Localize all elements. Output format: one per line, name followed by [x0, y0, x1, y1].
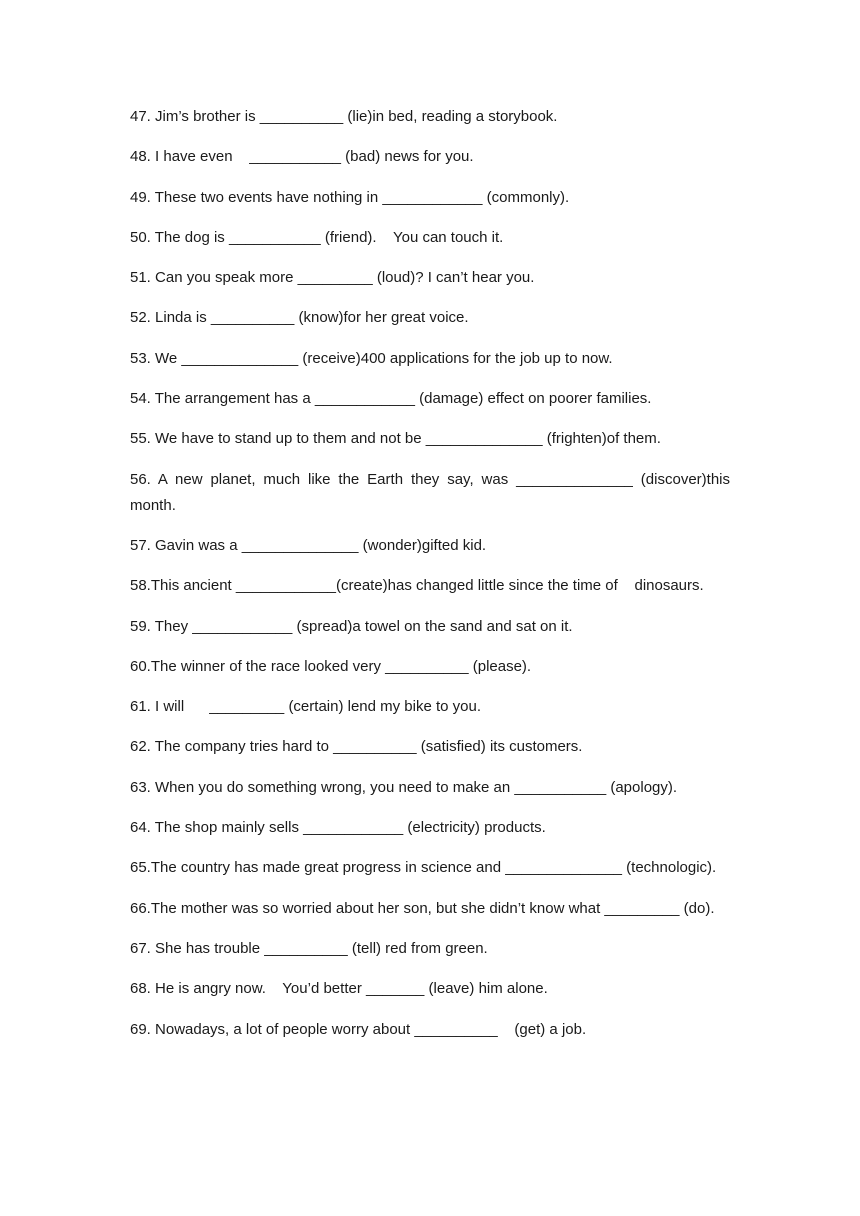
question-57: 57. Gavin was a ______________ (wonder)gifted kid.	[130, 536, 487, 554]
question-53: 53. We ______________ (receive)400 applications for the job up to now.	[130, 349, 613, 367]
question-56: 56. A new planet, much like the Earth they say, was ______________ (discover)this month.	[130, 470, 735, 514]
question-55: 55. We have to stand up to them and not be ______________ (frighten)of them.	[130, 430, 661, 448]
question-61: 61. I will _________ (certain) lend my bike to you.	[130, 698, 482, 716]
question-list	[130, 104, 735, 1057]
question-54: 54. The arrangement has a ____________ (damage) effect on poorer families.	[130, 390, 652, 408]
question-52: 52. Linda is __________ (know)for her great voice.	[130, 309, 469, 327]
question-48: 48. I have even ___________ (bad) news for you.	[130, 148, 474, 166]
question-69: 69. Nowadays, a lot of people worry about __________ (get) a job.	[130, 1020, 587, 1038]
question-62: 62. The company tries hard to __________ (satisfied) its customers.	[130, 738, 583, 756]
question-47: 47. Jim’s brother is __________ (lie)in bed, reading a storybook.	[130, 108, 558, 125]
question-50: 50. The dog is ___________ (friend). You can touch it.	[130, 228, 504, 246]
question-58: 58.This ancient ____________(create)has changed little since the time of dinosaurs.	[130, 577, 704, 595]
question-49: 49. These two events have nothing in ____________ (commonly).	[130, 188, 570, 206]
question-68: 68. He is angry now. You’d better _______ (leave) him alone.	[130, 980, 548, 998]
question-65: 65.The country has made great progress in science and ______________ (technologic).	[130, 859, 717, 877]
question-66: 66.The mother was so worried about her son, but she didn’t know what _________ (do).	[130, 899, 715, 917]
question-60: 60.The winner of the race looked very __________ (please).	[130, 657, 532, 675]
question-67: 67. She has trouble __________ (tell) red from green.	[130, 939, 488, 957]
question-51: 51. Can you speak more _________ (loud)? I can’t hear you.	[130, 269, 535, 287]
question-64: 64. The shop mainly sells ____________ (electricity) products.	[130, 819, 546, 837]
question-63: 63. When you do something wrong, you need to make an ___________ (apology).	[130, 778, 678, 796]
question-59: 59. They ____________ (spread)a towel on the sand and sat on it.	[130, 617, 573, 635]
